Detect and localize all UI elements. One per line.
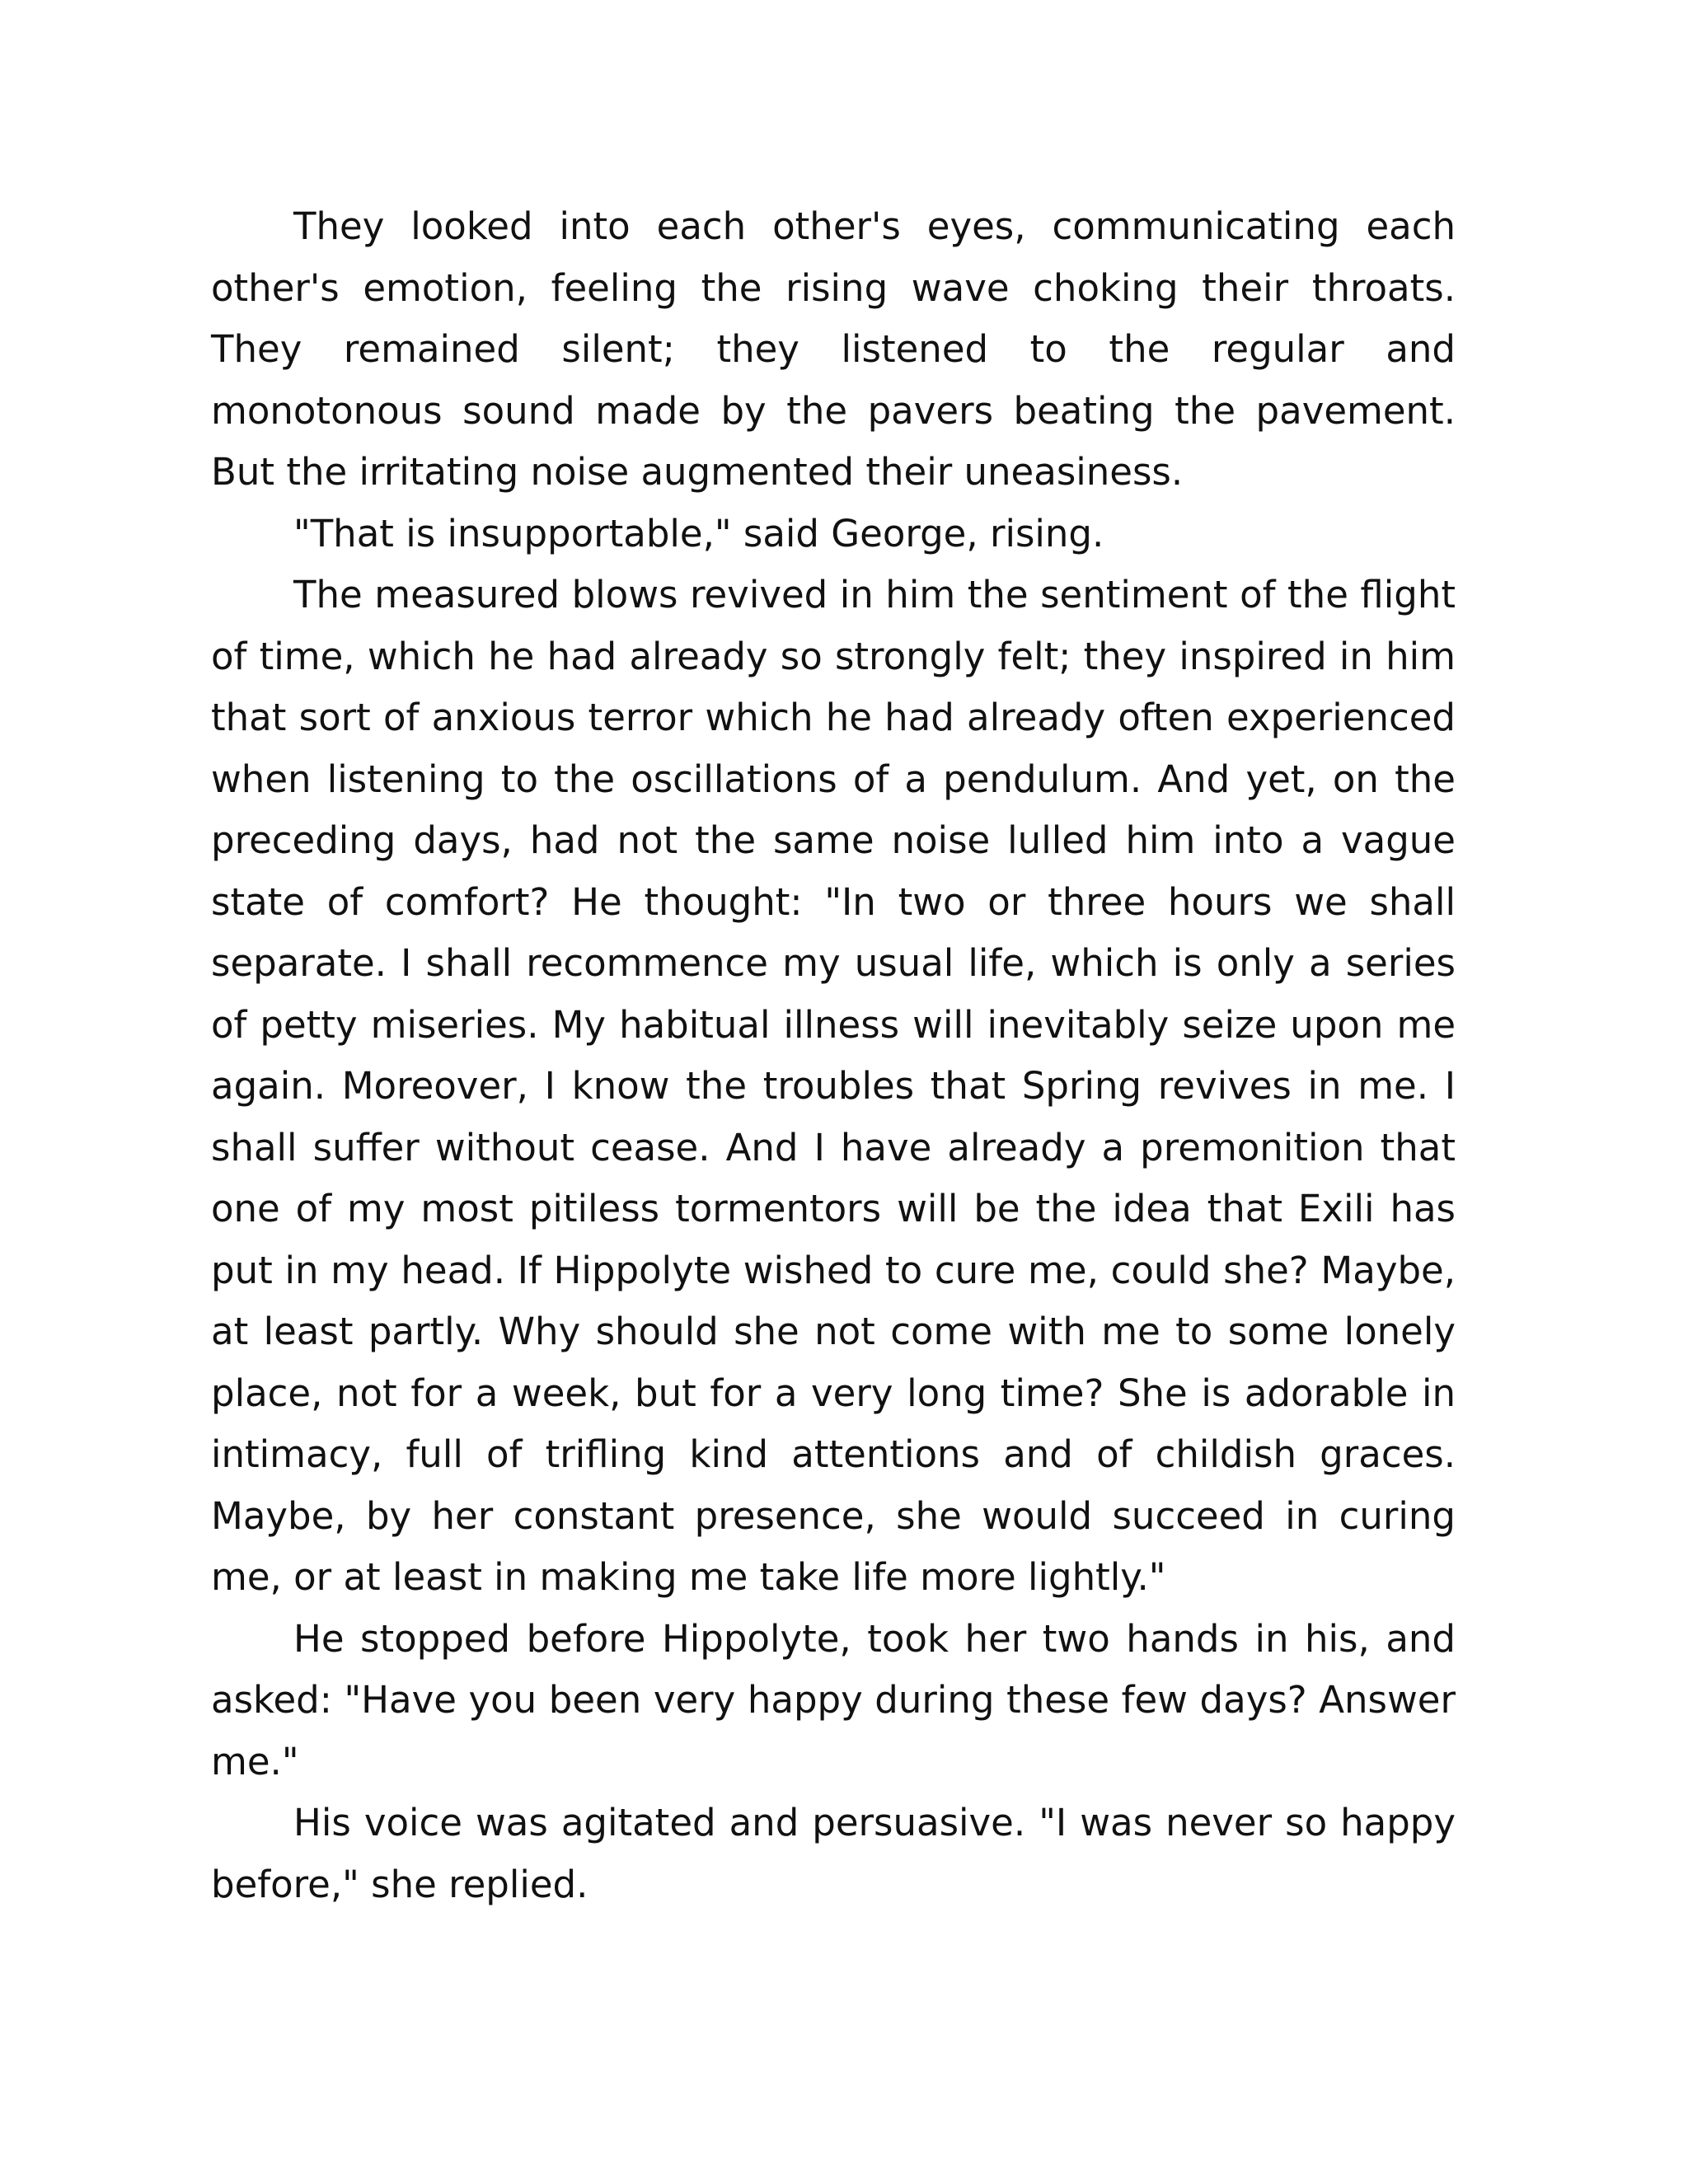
- paragraph-3: The measured blows revived in him the sentiment of the flight of time, which he had already so strongly felt; they inspired in him that sort of anxious terror which he had already often experienced when listening to the oscillations of a pendulum. And yet, on the preceding days, had not the same noise lulled him into a vague state of comfort? He thought: "In two or three hours we shall separate. I shall recommence my usual life, which is only a series of petty miseries. My habitual illness will inevitably seize upon me again. Moreover, I know the troubles that Spring revives in me. I shall suffer without cease. And I have already a premonition that one of my most pitiless tormentors will be the idea that Exili has put in my head. If Hippolyte wished to cure me, could she? Maybe, at least partly. Why should she not come with me to some lonely place, not for a week, but for a very long time? She is adorable in intimacy, full of trifling kind attentions and of childish graces. Maybe, by her constant presence, she would succeed in curing me, or at least in making me take life more lightly.": [211, 573, 1456, 1599]
- paragraph-4: He stopped before Hippolyte, took her two hands in his, and asked: "Have you been very happy during these few days? Answer me.": [211, 1616, 1456, 1783]
- paragraph-1: They looked into each other's eyes, communicating each other's emotion, feeling the rising wave choking their throats. They remained silent; they listened to the regular and monotonous sound made by the pavers beating the pavement. But the irritating noise augmented their uneasiness.: [211, 204, 1456, 494]
- paragraph-2: "That is insupportable," said George, rising.: [293, 511, 1104, 555]
- paragraph-5: His voice was agitated and persuasive. "I was never so happy before," she replied.: [211, 1801, 1456, 1906]
- body-text: [211, 196, 1456, 1915]
